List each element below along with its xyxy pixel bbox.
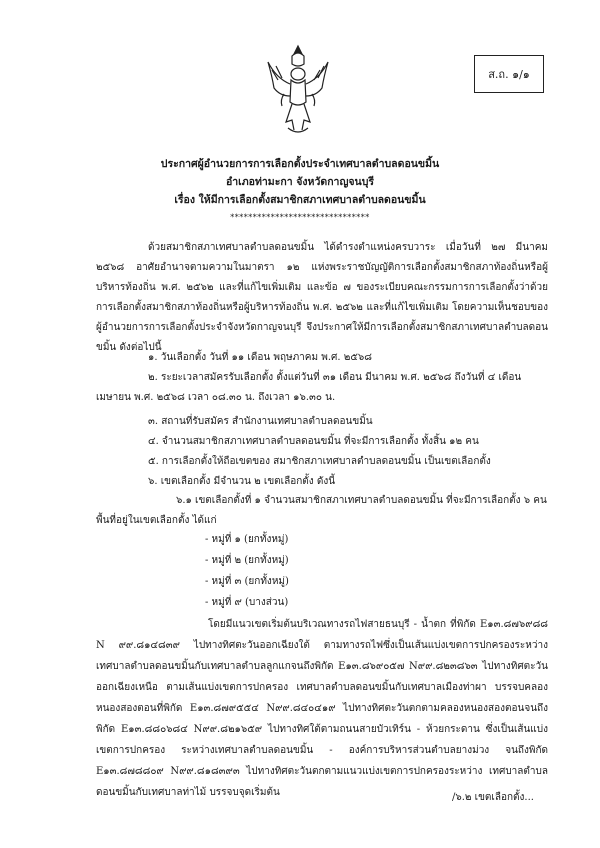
item-3-registration-place: ๓. สถานที่รับสมัคร สำนักงานเทศบาลตำบลดอนขมิ้น xyxy=(148,416,373,427)
subject-line: เรื่อง ให้มีการเลือกตั้งสมาชิกสภาเทศบาลตำบลดอนขมิ้น xyxy=(174,194,426,206)
village-item: - หมู่ที่ ๒ (ยกทั้งหมู่) xyxy=(205,555,289,566)
item-1-election-date: ๑. วันเลือกตั้ง วันที่ ๑๑ เดือน พฤษภาคม พ.ศ. ๒๕๖๘ xyxy=(148,352,372,363)
item-6-1-district-one xyxy=(96,491,548,531)
garuda-emblem-icon xyxy=(262,40,334,140)
village-item: - หมู่ที่ ๙ (บางส่วน) xyxy=(205,597,289,608)
item-2-registration-period xyxy=(96,368,548,408)
item-6-1-text: ๖.๑ เขตเลือกตั้งที่ ๑ จำนวนสมาชิกสภาเทศบาลตำบลดอนขมิ้น ที่จะมีการเลือกตั้ง ๖ คน พื้นที่อยู่ในเขตเลือกตั้ง ได้แก่ xyxy=(96,495,547,526)
item-6-district-count: ๖. เขตเลือกตั้ง มีจำนวน ๒ เขตเลือกตั้ง ดังนี้ xyxy=(148,476,336,487)
form-code-box: ส.ถ. ๑/๑ xyxy=(474,55,544,93)
item-4-member-count: ๔. จำนวนสมาชิกสภาเทศบาลตำบลดอนขมิ้น ที่จะมีการเลือกตั้ง ทั้งสิ้น ๑๒ คน xyxy=(148,436,479,447)
village-item: - หมู่ที่ ๓ (ยกทั้งหมู่) xyxy=(205,576,289,587)
item-2-text: ๒. ระยะเวลาสมัครรับเลือกตั้ง ตั้งแต่วันที่ ๓๑ เดือน มีนาคม พ.ศ. ๒๕๖๘ ถึงวันที่ ๔ เดือน เมษายน พ.ศ. ๒๕๖๘ เวลา ๐๘.๓๐ น. ถึงเวลา ๑๖.๓๐ น. xyxy=(96,372,522,403)
title-line-1: ประกาศผู้อำนวยการการเลือกตั้งประจำเทศบาลตำบลดอนขมิ้น xyxy=(160,158,440,170)
divider-stars: ******************************* xyxy=(230,213,370,222)
title-line-2: อำเภอท่ามะกา จังหวัดกาญจนบุรี xyxy=(225,176,375,188)
boundary-description xyxy=(96,614,548,803)
boundary-text: โดยมีแนวเขตเริ่มต้นบริเวณทางรถไฟสายธนบุรี - น้ำตก ที่พิกัด E๑๓.๘๗๖๙๘๘ N ๙๙.๘๑๔๘๓๙ ไปทางทิศตะวันออกเฉียงใต้ ตามทางรถไฟซึ่งเป็นเส้นแบ่งเขตการปกครองระหว่าง เทศบาลตำบลดอนขมิ้นกับเทศบาลตำบลลูกแกจนถึงพิกัด E๑๓.๘๖๙๐๕๗ N๙๙.๘๒๓๘๖๓ ไปทางทิศตะวันออกเฉียงเหนือ ตามเส้นแบ่งเขตการปกครอง เทศบาลตำบลดอนขมิ้นกับเทศบาลเมืองท่าผา บรรจบคลองหนองสองตอนที่พิกัด E๑๓.๘๗๙๕๕๔ N๙๙.๘๔๐๔๑๙ ไปทางทิศตะวันตกตามคลองหนองสองตอนจนถึงพิกัด E๑๓.๘๘๐๖๘๔ N๙๙.๘๒๑๖๕๙ ไปทางทิศใต้ตามถนนสายบัวเทิร์น - ห้วยกระดาน ซึ่งเป็นเส้นแบ่งเขตการปกครอง ระหว่างเทศบาลตำบลดอนขมิ้น - องค์การบริหารส่วนตำบลยางม่วง จนถึงพิกัด E๑๓.๘๗๘๘๐๙ N๙๙.๘๑๘๓๙๓ ไปทางทิศตะวันตกตามแนวแบ่งเขตการปกครองระหว่าง เทศบาลตำบลดอนขมิ้นกับเทศบาลท่าไม้ บรรจบจุดเริ่มต้น xyxy=(96,619,548,798)
preamble-text: ด้วยสมาชิกสภาเทศบาลตำบลดอนขมิ้น ได้ดำรงตำแหน่งครบวาระ เมื่อวันที่ ๒๗ มีนาคม ๒๕๖๘ อาศัยอำนาจตามความในมาตรา ๑๒ แห่งพระราชบัญญัติการเลือกตั้งสมาชิกสภาท้องถิ่นหรือผู้บริหารท้องถิ่น พ.ศ. ๒๕๖๒ และที่แก้ไขเพิ่มเติม และข้อ ๗ ของระเบียบคณะกรรมการการเลือกตั้งว่าด้วยการเลือกตั้งสมาชิกสภาท้องถิ่นหรือผู้บริหารท้องถิ่น พ.ศ. ๒๕๖๒ และที่แก้ไขเพิ่มเติม โดยความเห็นชอบของผู้อำนวยการการเลือกตั้งประจำจังหวัดกาญจนบุรี จึงประกาศให้มีการเลือกตั้งสมาชิกสภาเทศบาลตำบลดอนขมิ้น ดังต่อไปนี้ xyxy=(96,242,548,353)
item-5-electoral-area: ๕. การเลือกตั้งให้ถือเขตของ สมาชิกสภาเทศบาลตำบลดอนขมิ้น เป็นเขตเลือกตั้ง xyxy=(148,456,491,467)
continued-marker: /๖.๒ เขตเลือกตั้ง... xyxy=(452,792,534,803)
village-item: - หมู่ที่ ๑ (ยกทั้งหมู่) xyxy=(205,534,289,545)
preamble-paragraph xyxy=(96,238,548,358)
